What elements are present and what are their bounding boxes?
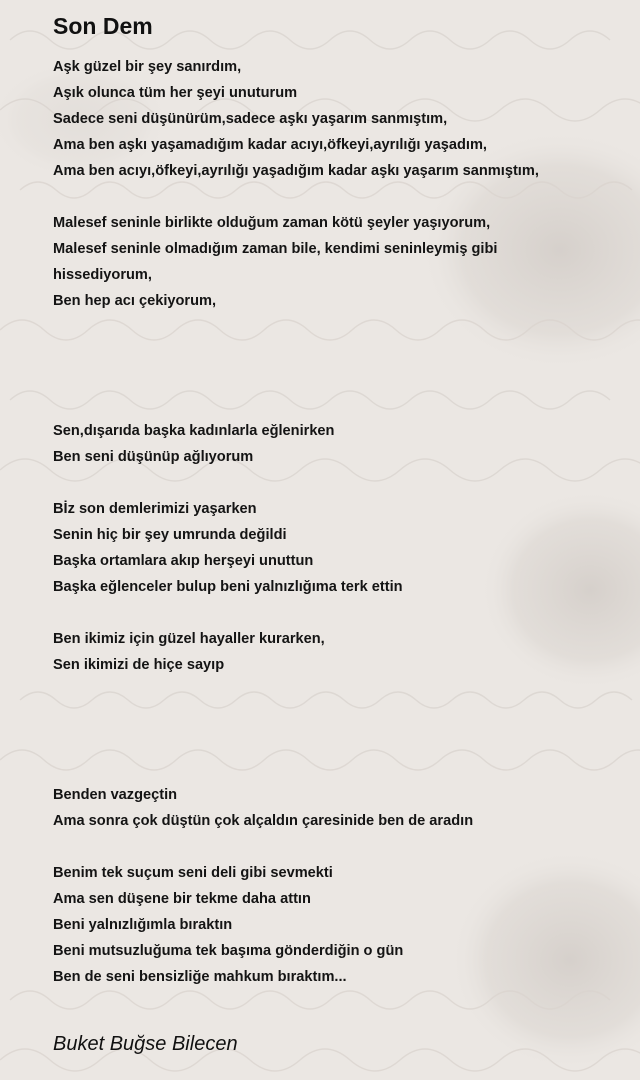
- poem-line: Malesef seninle olmadığım zaman bile, kendimi seninleymiş gibi: [53, 241, 498, 257]
- stanza-gap: [53, 184, 623, 210]
- stanza-gap: [53, 600, 623, 626]
- poem-line: Ama sonra çok düştün çok alçaldın çaresinide ben de aradın: [53, 813, 474, 829]
- poem-line: Ama ben acıyı,öfkeyi,ayrılığı yaşadığım kadar aşkı yaşarım sanmıştım,: [53, 163, 539, 179]
- stanza-gap: [53, 470, 623, 496]
- stanza: [53, 54, 623, 184]
- section-gap: [53, 678, 623, 782]
- poem-line: Ben seni düşünüp ağlıyorum: [53, 449, 254, 465]
- poem-line: Sen,dışarıda başka kadınlarla eğlenirken: [53, 423, 335, 439]
- poem-line: Aşık olunca tüm her şeyi unuturum: [53, 85, 298, 101]
- poem-line: hissediyorum,: [53, 267, 152, 283]
- poem-line: Ben de seni bensizliğe mahkum bıraktım...: [53, 969, 347, 985]
- poem-line: Ama ben aşkı yaşamadığım kadar acıyı,öfkeyi,ayrılığı yaşadım,: [53, 137, 487, 153]
- stanza: [53, 418, 623, 470]
- stanza: [53, 782, 623, 834]
- poem-line: Aşk güzel bir şey sanırdım,: [53, 59, 242, 75]
- stanza: [53, 210, 623, 314]
- poem-line: Bİz son demlerimizi yaşarken: [53, 501, 257, 517]
- poem-line: Ama sen düşene bir tekme daha attın: [53, 891, 311, 907]
- stanza: [53, 496, 623, 600]
- poem-container: [53, 10, 623, 1058]
- stanza: [53, 626, 623, 678]
- poem-line: Sen ikimizi de hiçe sayıp: [53, 657, 225, 673]
- stanza: [53, 860, 623, 990]
- stanza-gap: [53, 834, 623, 860]
- poem-title: Son Dem: [53, 13, 153, 39]
- poem-line: Beni mutsuzluğuma tek başıma gönderdiğin o gün: [53, 943, 404, 959]
- poem-line: Sadece seni düşünürüm,sadece aşkı yaşarım sanmıştım,: [53, 111, 448, 127]
- poem-line: Beni yalnızlığımla bıraktın: [53, 917, 233, 933]
- poem-line: Benim tek suçum seni deli gibi sevmekti: [53, 865, 333, 881]
- poem-line: Ben ikimiz için güzel hayaller kurarken,: [53, 631, 325, 647]
- poem-line: Malesef seninle birlikte olduğum zaman kötü şeyler yaşıyorum,: [53, 215, 491, 231]
- section-gap: [53, 314, 623, 418]
- poem-author: Buket Buğse Bilecen: [53, 1033, 238, 1055]
- poem-line: Senin hiç bir şey umrunda değildi: [53, 527, 287, 543]
- poem-line: Ben hep acı çekiyorum,: [53, 293, 217, 309]
- poem-line: Benden vazgeçtin: [53, 787, 178, 803]
- poem-line: Başka ortamlara akıp herşeyi unuttun: [53, 553, 314, 569]
- poem-line: Başka eğlenceler bulup beni yalnızlığıma terk ettin: [53, 579, 403, 595]
